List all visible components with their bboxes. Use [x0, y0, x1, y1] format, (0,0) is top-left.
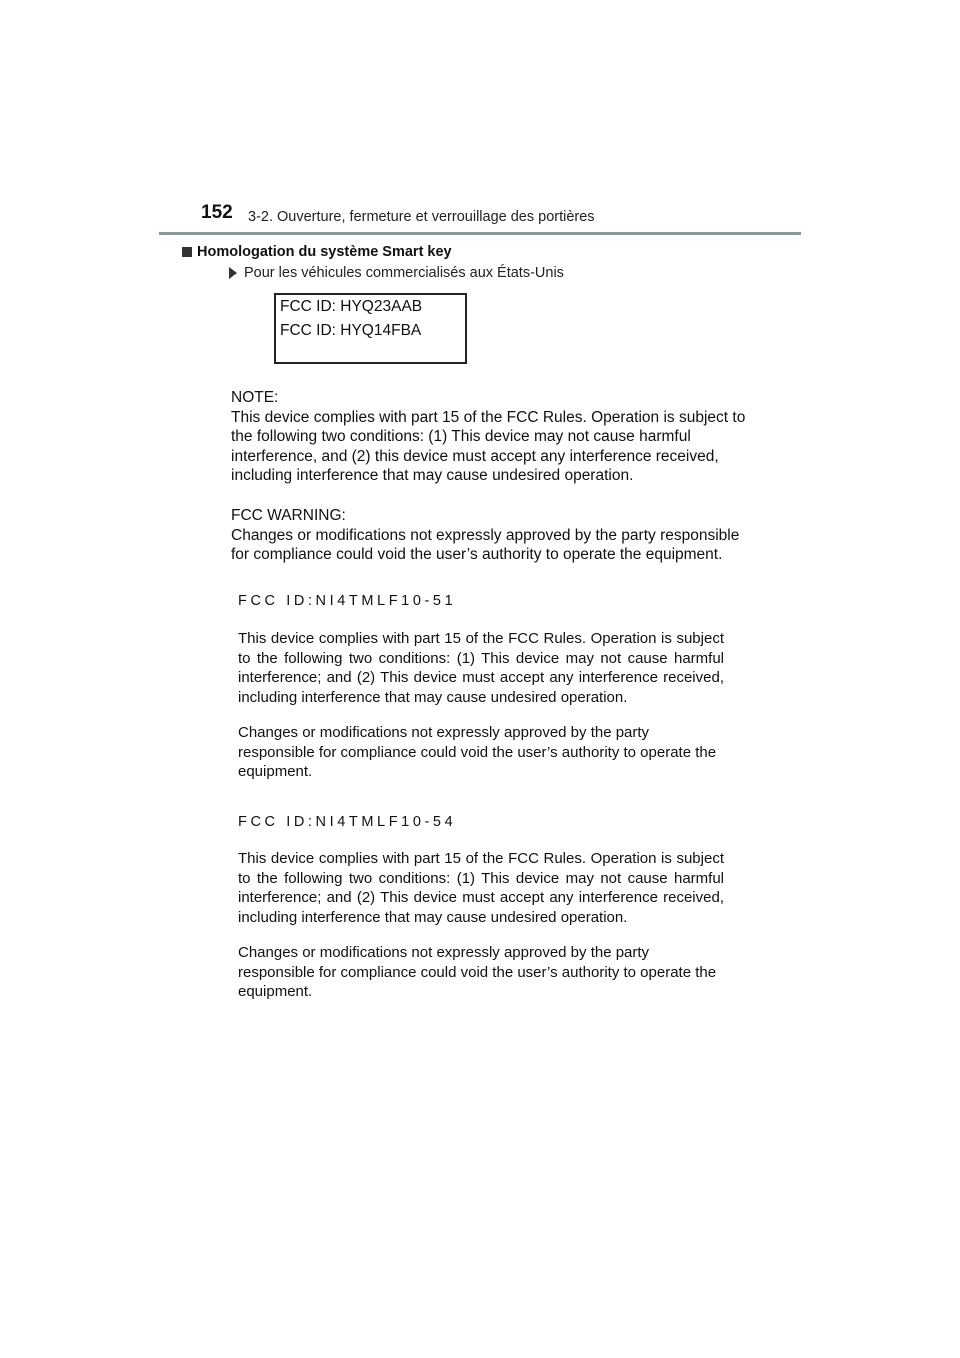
fcc-id-line-2: FCC ID: HYQ14FBA [280, 322, 422, 339]
note-text: This device complies with part 15 of the FCC Rules. Operation is subject to the following two conditions: (1) This device may not cause harmful interference, and (2) this device must accept any interference received, including interference that may cause undesired operation. [231, 408, 746, 485]
triangle-bullet-icon [229, 267, 237, 279]
device-fcc-id: FCC ID:NI4TMLF10-54 [238, 814, 457, 830]
header-divider [159, 232, 801, 235]
fcc-warning-block [231, 506, 751, 565]
fcc-warning-text: Changes or modifications not expressly approved by the party responsible for compliance could void the user’s authority to operate the equipment. [231, 526, 740, 564]
section-title: 3-2. Ouverture, fermeture et verrouillage des portières [248, 209, 595, 225]
page-number: 152 [201, 202, 233, 223]
square-bullet-icon [182, 247, 192, 257]
note-label: NOTE: [231, 389, 279, 406]
fcc-warning-label: FCC WARNING: [231, 507, 346, 524]
subsection-heading [182, 244, 452, 260]
note-block [231, 388, 751, 486]
market-condition-text: Pour les véhicules commercialisés aux États-Unis [244, 265, 564, 281]
fcc-id-line-1: FCC ID: HYQ23AAB [280, 298, 423, 315]
device-compliance-text: This device complies with part 15 of the FCC Rules. Operation is subject to the following two conditions: (1) This device may not cause harmful interference; and (2) This device must accept any interference received, including interference that may cause undesired operation. [238, 850, 724, 926]
fcc-id-box [274, 293, 467, 364]
device-changes-text: Changes or modifications not expressly approved by the party responsible for compliance could void the user’s authority to operate the equipment. [238, 944, 717, 1001]
market-condition [229, 265, 564, 281]
subsection-heading-text: Homologation du système Smart key [197, 244, 452, 260]
device-fcc-id: FCC ID:NI4TMLF10-51 [238, 593, 457, 609]
device-changes-text: Changes or modifications not expressly approved by the party responsible for compliance could void the user’s authority to operate the equipment. [238, 724, 717, 781]
device-compliance-text: This device complies with part 15 of the FCC Rules. Operation is subject to the following two conditions: (1) This device may not cause harmful interference; and (2) This device must accept any interference received, including interference that may cause undesired operation. [238, 630, 724, 706]
